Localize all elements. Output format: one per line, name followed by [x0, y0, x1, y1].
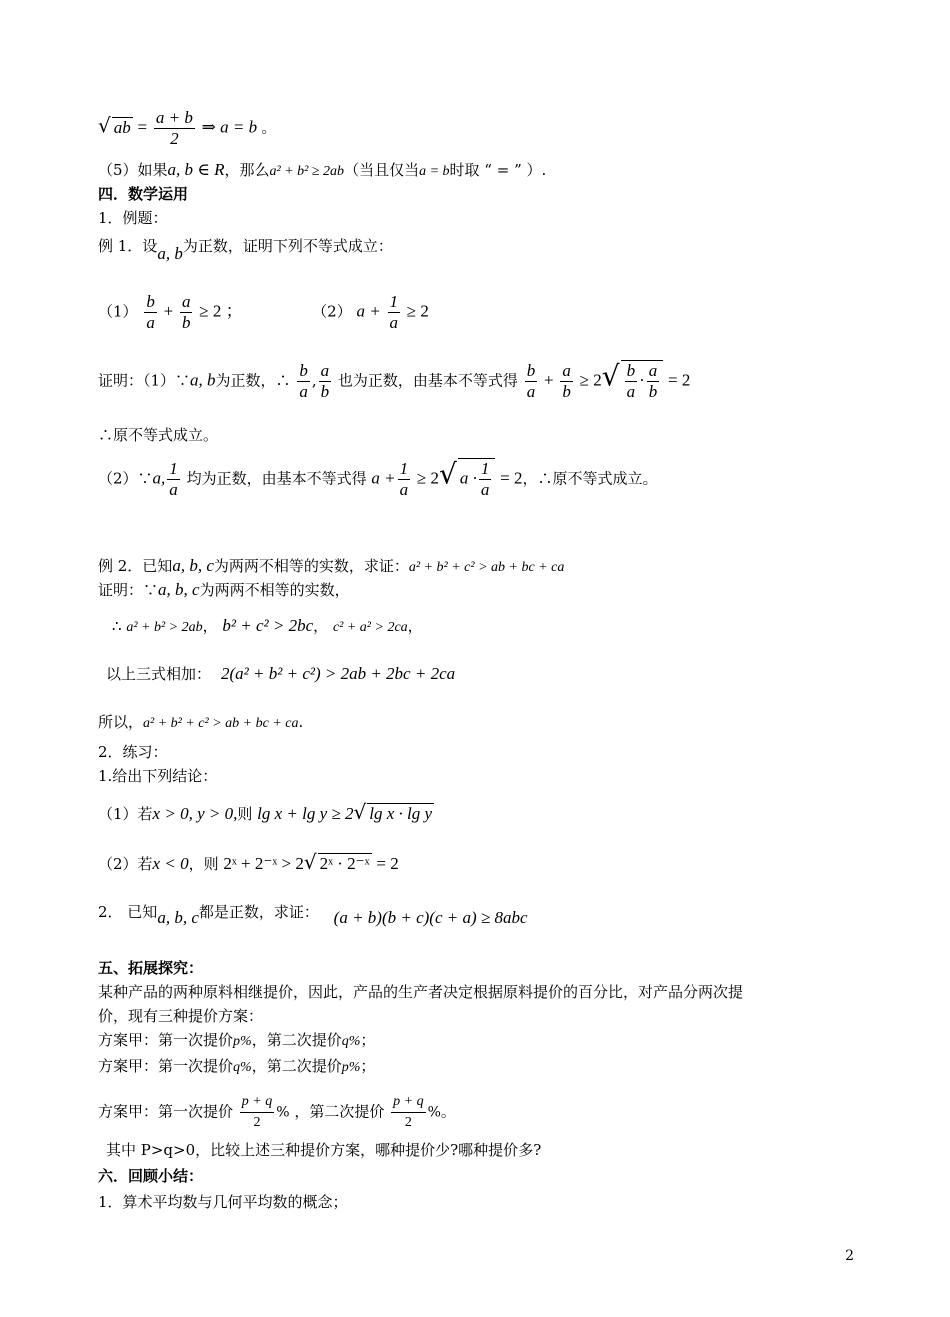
- line-5: （5）如果a, b ∈ R，那么a² + b² ≥ 2ab（当且仅当a = b时取 “ = ” ）.: [98, 160, 547, 179]
- section-heading-6: 六．回顾小结：: [98, 1167, 204, 1185]
- example-2: 例 2．已知a, b, c为两两不相等的实数，求证：a² + b² + c² > ab + bc + ca: [98, 556, 565, 575]
- example-1-parts: （1） $\frac{b}{a}$ + $\frac{a}{b}$ ≥ 2 ； （2） a + $\frac{1}{a}$ ≥ 2: [98, 292, 429, 332]
- example-2-proof: 证明：∵a, b, c为两两不相等的实数，: [98, 580, 350, 599]
- example-1: 例 1．设a, b为正数，证明下列不等式成立：: [98, 237, 393, 263]
- proof-2: （2）∵a, $\frac{1}{a}$ 均为正数，由基本不等式得 a + $\frac{1}{a}$ ≥ 2√ a · $\frac{1}{a}$ = 2，∴原不等式成立。: [98, 457, 658, 499]
- example-2-steps: ∴ a² + b² > 2ab， b² + c² > 2bc， c² + a² > 2ca，: [112, 616, 423, 635]
- example-2-result: 所以，a² + b² + c² > ab + bc + ca.: [98, 713, 304, 731]
- line-sqrt-ab: √ ab = $\frac{a + b}{2}$ ⇒ a = b 。: [98, 108, 277, 148]
- practice-q1: （1）若x > 0, y > 0,则 lg x + lg y ≥ 2√ lg x · lg y: [98, 800, 433, 824]
- plan-1: 方案甲：第一次提价p%，第二次提价q%；: [98, 1031, 376, 1049]
- plan-2: 方案甲：第一次提价q%，第二次提价p%；: [98, 1057, 376, 1075]
- practice-q2: （2）若x < 0，则 2ˣ + 2⁻ˣ > 2√ 2ˣ · 2⁻ˣ = 2: [98, 850, 399, 874]
- section-heading-4: 四．数学运用: [98, 185, 189, 203]
- fraction: $\frac{a + b}{2}$: [155, 108, 193, 148]
- practice-q3: 2． 已知a, b, c都是正数，求证： (a + b)(b + c)(c + a) ≥ 8abc: [98, 903, 528, 927]
- practice-heading: 2．练习：: [98, 743, 168, 761]
- example-2-sum: 以上三式相加： 2(a² + b² + c²) > 2ab + 2bc + 2ca: [106, 664, 456, 683]
- explore-line-2: 价，现有三种提价方案：: [98, 1007, 264, 1025]
- page-number: 2: [845, 1248, 854, 1264]
- practice-1: 1.给出下列结论：: [98, 767, 218, 785]
- section-heading-5: 五、拓展探究：: [98, 959, 204, 977]
- summary-1: 1．算术平均数与几何平均数的概念；: [98, 1193, 348, 1211]
- proof-1: 证明：（1）∵a, b为正数，∴ $\frac{b}{a}$ , $\frac{a}{b}$ 也为正数，由基本不等式得 $\frac{b}{a}$ + $\frac{a}{b}$ ≥ 2√ $\frac{b}{a}$ · $\frac{a}{b}$ = 2: [98, 359, 691, 401]
- explore-question: 其中 P>q>0，比较上述三种提价方案，哪种提价少?哪种提价多?: [106, 1141, 542, 1159]
- plan-3: 方案甲：第一次提价 $\frac{p + q}{2}$ % ，第二次提价 $\frac{p + q}{2}$ %。: [98, 1094, 456, 1130]
- explore-line-1: 某种产品的两种原料相继提价，因此，产品的生产者决定根据原料提价的百分比，对产品分两次提: [98, 983, 744, 1001]
- proof-1-conclusion: ∴原不等式成立。: [98, 426, 219, 444]
- line-examples: 1．例题：: [98, 209, 168, 227]
